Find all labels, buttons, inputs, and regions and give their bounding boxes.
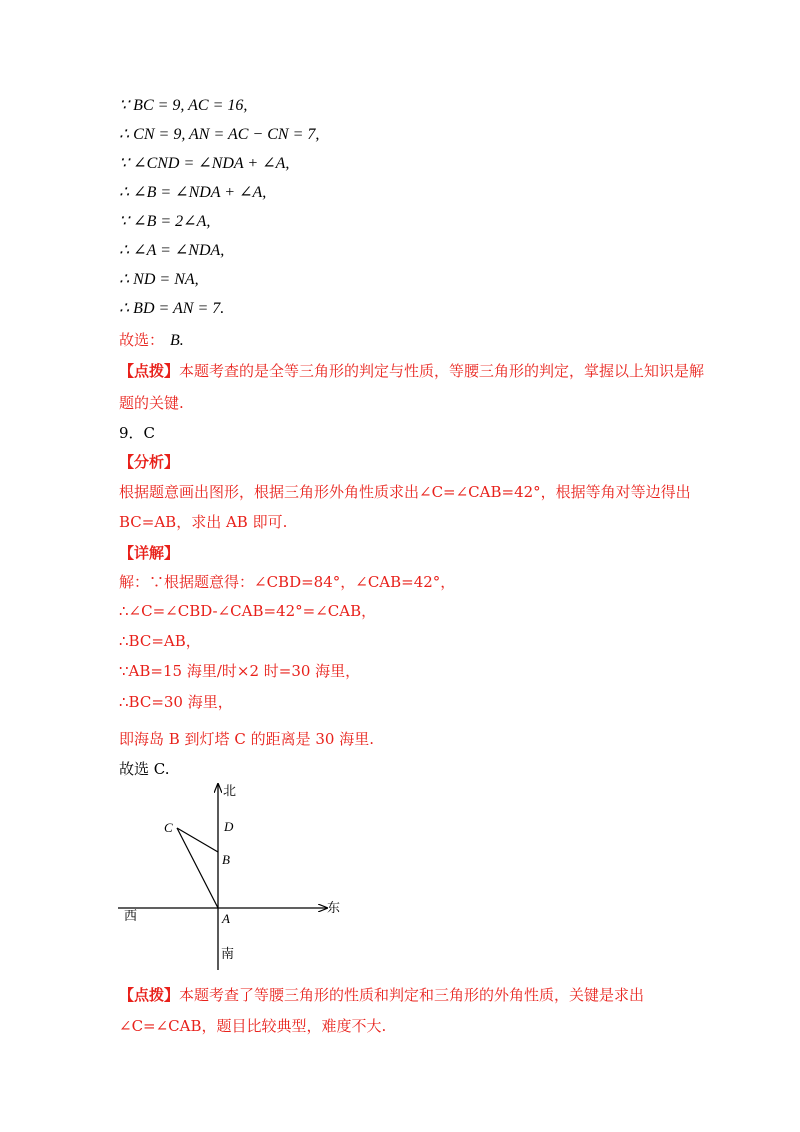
q9-detail-line-6: 即海岛 B 到灯塔 C 的距离是 30 海里. [119, 730, 374, 748]
q9-detail-line-4: ∵AB=15 海里/时×2 时=30 海里， [119, 662, 361, 680]
q9-choice: 故选 C. [119, 760, 170, 778]
q9-header: 9．C [119, 424, 156, 442]
q9-tip-line-1 [119, 985, 644, 1005]
proof-line-8: ∴ BD = AN = 7. [119, 300, 225, 317]
q9-detail-line-2: ∴∠C=∠CBD-∠CAB=42°=∠CAB， [119, 602, 377, 620]
proof-line-7: ∴ ND = NA, [119, 271, 199, 288]
label-point-a: A [222, 911, 230, 926]
proof-line-5: ∵ ∠B = 2∠A, [119, 213, 211, 230]
q9-analysis-line-1: 根据题意画出图形，根据三角形外角性质求出∠C=∠CAB=42°，根据等角对等边得出 [119, 483, 691, 501]
q9-detail-line-5: ∴BC=30 海里， [119, 693, 233, 711]
label-point-c: C [164, 820, 173, 835]
proof-line-6: ∴ ∠A = ∠NDA, [119, 242, 225, 259]
q9-analysis-tag: 【分析】 [119, 453, 180, 471]
label-east: 东 [327, 900, 341, 915]
q9-detail-tag: 【详解】 [119, 544, 180, 562]
label-point-b: B [222, 852, 230, 867]
proof-line-3: ∵ ∠CND = ∠NDA + ∠A, [119, 155, 290, 172]
q9-detail-line-1: 解：∵根据题意得：∠CBD=84°，∠CAB=42°， [119, 573, 456, 591]
q9-analysis-line-2: BC=AB，求出 AB 即可. [119, 513, 288, 531]
proof-line-4: ∴ ∠B = ∠NDA + ∠A, [119, 184, 267, 201]
q9-detail-line-3: ∴BC=AB， [119, 632, 201, 650]
label-south: 南 [221, 946, 235, 961]
choice-line-8 [119, 330, 184, 351]
q9-tip-line-2: ∠C=∠CAB，题目比较典型，难度不大. [119, 1017, 387, 1035]
tip-8-line-1 [119, 361, 704, 381]
label-north: 北 [223, 783, 237, 798]
choice-label: 故选： [119, 331, 165, 349]
proof-line-2: ∴ CN = 9, AN = AC − CN = 7, [119, 126, 320, 143]
tip-8-tag: 【点拨】 [119, 362, 180, 380]
choice-answer: B. [170, 332, 184, 349]
proof-line-1: ∵ BC = 9, AC = 16, [119, 97, 248, 114]
compass-diagram [115, 782, 355, 972]
label-point-d: D [224, 819, 234, 834]
q9-tip-tag: 【点拨】 [119, 986, 180, 1004]
tip-8-text1: 本题考查的是全等三角形的判定与性质，等腰三角形的判定，掌握以上知识是解 [179, 362, 705, 380]
label-west: 西 [124, 908, 138, 923]
tip-8-line-2: 题的关键. [119, 394, 184, 412]
q9-tip-text1: 本题考查了等腰三角形的性质和判定和三角形的外角性质，关键是求出 [179, 986, 645, 1004]
